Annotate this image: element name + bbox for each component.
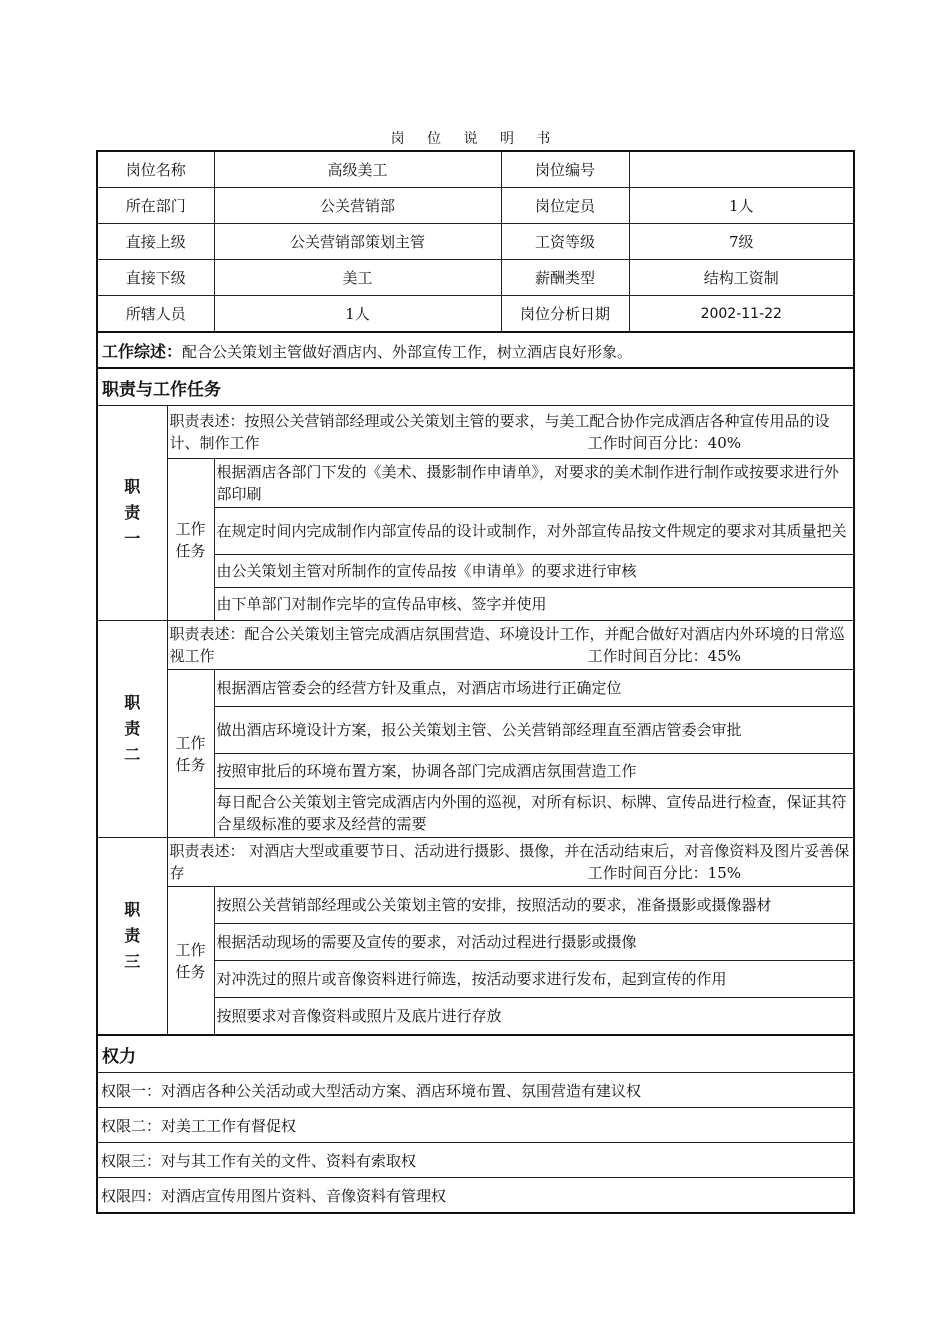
duty-2-task-1: 根据酒店管委会的经营方针及重点，对酒店市场进行正确定位 (214, 670, 854, 707)
duty-3-label: 职 责 三 (97, 838, 167, 1036)
info-row-superior (97, 224, 854, 260)
info-label: 岗位分析日期 (501, 296, 629, 333)
summary-label: 工作综述： (102, 341, 183, 361)
power-row (97, 1143, 854, 1178)
duty-2-task-4: 每日配合公关策划主管完成酒店内外围的巡视，对所有标识、标牌、宣传品进行检查，保证其符合星级标准的要求及经营的需要 (214, 789, 854, 838)
info-value: 1人 (214, 296, 501, 333)
duty-1-description-row (97, 406, 854, 459)
duty-1-task-3: 由公关策划主管对所制作的宣传品按《申请单》的要求进行审核 (214, 555, 854, 588)
summary-row (97, 332, 854, 368)
work-tasks-label: 工作 任务 (167, 459, 214, 621)
info-row-department (97, 188, 854, 224)
summary-text: 配合公关策划主管做好酒店内、外部宣传工作，树立酒店良好形象。 (182, 342, 633, 361)
duty-1-task-2: 在规定时间内完成制作内部宣传品的设计或制作，对外部宣传品按文件规定的要求对其质量把关 (214, 508, 854, 555)
job-table (96, 150, 855, 1214)
info-label: 所辖人员 (97, 296, 214, 333)
power-4: 权限四：对酒店宣传用图片资料、音像资料有管理权 (97, 1178, 854, 1214)
duty-1-label: 职 责 一 (97, 406, 167, 621)
duty-2-description: 职责表述：配合公关策划主管完成酒店氛围营造、环境设计工作，并配合做好对酒店内外环境的日常巡视工作 工作时间百分比：45% (167, 621, 854, 670)
power-row (97, 1073, 854, 1108)
duty-1-description: 职责表述：按照公关营销部经理或公关策划主管的要求，与美工配合协作完成酒店各种宣传用品的设计、制作工作 工作时间百分比：40% (167, 406, 854, 459)
power-1: 权限一：对酒店各种公关活动或大型活动方案、酒店环境布置、氛围营造有建议权 (97, 1073, 854, 1108)
duty-3-task-2: 根据活动现场的需要及宣传的要求，对活动过程进行摄影或摄像 (214, 924, 854, 961)
power-row (97, 1108, 854, 1143)
info-row-staff (97, 296, 854, 333)
duty-2-task-row (97, 670, 854, 707)
info-value (629, 151, 854, 188)
duty-1-task-4: 由下单部门对制作完毕的宣传品审核、签字并使用 (214, 588, 854, 621)
info-label: 岗位名称 (97, 151, 214, 188)
duty-2-description-row (97, 621, 854, 670)
document-title: 岗 位 说 明 书 (390, 131, 560, 147)
duty-3-description: 职责表述： 对酒店大型或重要节日、活动进行摄影、摄像，并在活动结束后，对音像资料及图片妥善保存 工作时间百分比：15% (167, 838, 854, 887)
info-value: 公关营销部 (214, 188, 501, 224)
duty-3-percentage: 工作时间百分比：15% (587, 864, 742, 882)
duty-2-task-3: 按照审批后的环境布置方案，协调各部门完成酒店氛围营造工作 (214, 754, 854, 789)
powers-heading-row (97, 1035, 854, 1073)
power-row (97, 1178, 854, 1214)
info-row-name (97, 151, 854, 188)
power-3: 权限三：对与其工作有关的文件、资料有索取权 (97, 1143, 854, 1178)
duty-1-task-row (97, 459, 854, 508)
info-value: 美工 (214, 260, 501, 296)
duty-3-task-row (97, 887, 854, 924)
duty-3-task-1: 按照公关营销部经理或公关策划主管的安排，按照活动的要求，准备摄影或摄像器材 (214, 887, 854, 924)
info-label: 薪酬类型 (501, 260, 629, 296)
info-label: 直接下级 (97, 260, 214, 296)
work-tasks-label: 工作 任务 (167, 670, 214, 838)
info-value: 2002-11-22 (629, 296, 854, 333)
power-2: 权限二：对美工工作有督促权 (97, 1108, 854, 1143)
job-description-form (96, 150, 853, 1214)
duties-heading-row (97, 368, 854, 406)
info-row-subordinate (97, 260, 854, 296)
info-label: 岗位定员 (501, 188, 629, 224)
info-label: 岗位编号 (501, 151, 629, 188)
info-label: 工资等级 (501, 224, 629, 260)
info-value: 结构工资制 (629, 260, 854, 296)
duty-2-label: 职 责 二 (97, 621, 167, 838)
duty-3-task-3: 对冲洗过的照片或音像资料进行筛选，按活动要求进行发布，起到宣传的作用 (214, 961, 854, 998)
duty-1-percentage: 工作时间百分比：40% (587, 434, 742, 452)
powers-heading: 权力 (97, 1035, 854, 1073)
duties-heading: 职责与工作任务 (97, 368, 854, 406)
info-value: 高级美工 (214, 151, 501, 188)
duty-2-task-2: 做出酒店环境设计方案，报公关策划主管、公关营销部经理直至酒店管委会审批 (214, 707, 854, 754)
info-label: 所在部门 (97, 188, 214, 224)
duty-3-description-row (97, 838, 854, 887)
duty-3-task-4: 按照要求对音像资料或照片及底片进行存放 (214, 998, 854, 1036)
duty-1-task-1: 根据酒店各部门下发的《美术、摄影制作申请单》，对要求的美术制作进行制作或按要求进行外部印刷 (214, 459, 854, 508)
duty-2-percentage: 工作时间百分比：45% (587, 647, 742, 665)
info-value: 公关营销部策划主管 (214, 224, 501, 260)
info-value: 7级 (629, 224, 854, 260)
info-value: 1人 (629, 188, 854, 224)
work-tasks-label: 工作 任务 (167, 887, 214, 1036)
info-label: 直接上级 (97, 224, 214, 260)
